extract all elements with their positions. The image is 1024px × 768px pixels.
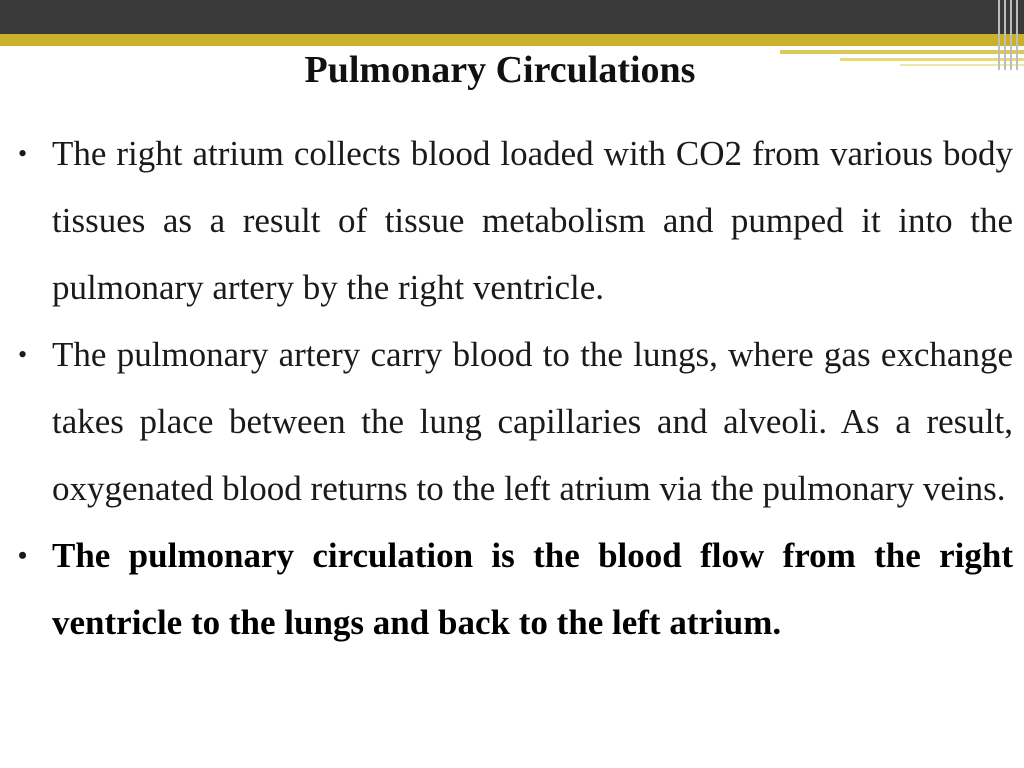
bullet-list xyxy=(0,120,1024,656)
bullet-dot-icon: • xyxy=(18,139,28,168)
bullet-item-bold xyxy=(18,522,1013,656)
header-dark-bar xyxy=(0,0,1024,34)
slide-title: Pulmonary Circulations xyxy=(304,49,696,91)
bullet-item xyxy=(18,120,1013,321)
bullet-dot-icon: • xyxy=(18,340,28,369)
bullet-text: The right atrium collects blood loaded with CO2 from various body tissues as a result of tissue metabolism and pumped it into the pulmonary artery by the right ventricle. xyxy=(52,134,1013,307)
bullet-text: The pulmonary artery carry blood to the lungs, where gas exchange takes place between the lung capillaries and alveoli. As a result, oxygenated blood returns to the left atrium via the pulmonary veins. xyxy=(52,335,1013,508)
bullet-text: The pulmonary circulation is the blood flow from the right ventricle to the lungs and back to the left atrium. xyxy=(52,536,1013,642)
bullet-dot-icon: • xyxy=(18,541,28,570)
bullet-item xyxy=(18,321,1013,522)
